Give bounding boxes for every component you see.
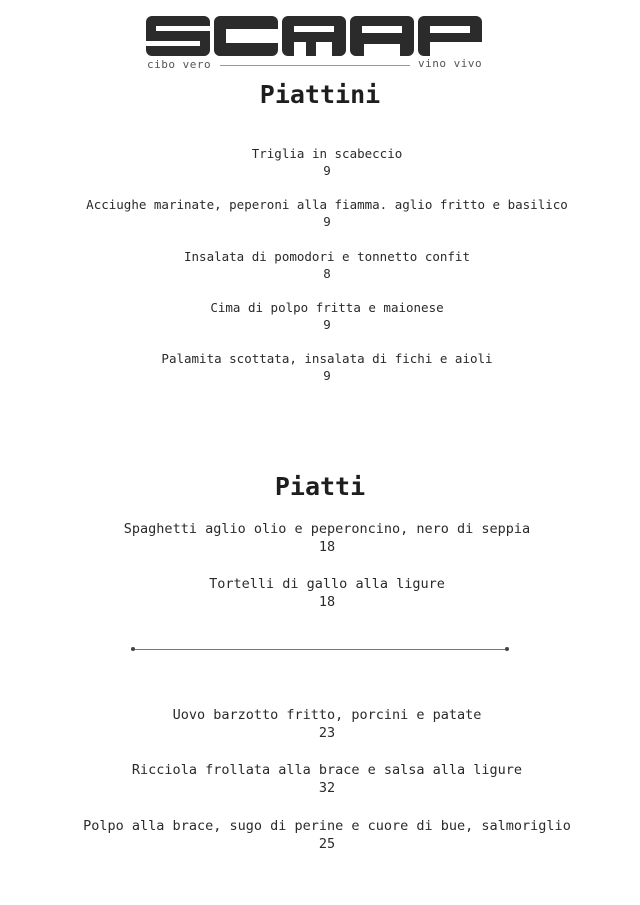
divider-dot-right	[505, 647, 509, 651]
section-title-piatti: Piatti	[274, 472, 366, 501]
menu-item-name: Uovo barzotto fritto, porcini e patate	[172, 707, 482, 723]
menu-item	[0, 520, 640, 556]
menu-item	[0, 196, 640, 230]
section-divider	[133, 649, 507, 650]
menu-item-name: Tortelli di gallo alla ligure	[209, 576, 445, 592]
menu-item-name: Acciughe marinate, peperoni alla fiamma. aglio fritto e basilico	[86, 197, 568, 212]
scrap-logo-mark	[146, 14, 484, 60]
menu-item	[0, 706, 640, 742]
menu-item-name: Ricciola frollata alla brace e salsa alla ligure	[131, 762, 523, 778]
menu-item	[0, 761, 640, 797]
menu-item	[0, 145, 640, 179]
menu-item-price: 9	[323, 368, 331, 383]
menu-item-price: 18	[318, 594, 336, 610]
scrap-logo	[146, 14, 484, 60]
menu-item-name: Cima di polpo fritta e maionese	[210, 300, 444, 315]
menu-item-name: Polpo alla brace, sugo di perine e cuore di bue, salmoriglio	[83, 818, 571, 834]
menu-item-name: Insalata di pomodori e tonnetto confit	[184, 249, 470, 264]
menu-item	[0, 350, 640, 384]
menu-item-name: Spaghetti aglio olio e peperoncino, nero di seppia	[123, 521, 531, 537]
menu-item	[0, 575, 640, 611]
divider-dot-left	[131, 647, 135, 651]
menu-item	[0, 248, 640, 282]
menu-item	[0, 299, 640, 333]
menu-item-price: 8	[323, 266, 331, 281]
menu-item	[0, 817, 640, 853]
menu-item-price: 9	[323, 317, 331, 332]
menu-item-name: Palamita scottata, insalata di fichi e aioli	[161, 351, 493, 366]
tagline-divider	[220, 65, 410, 66]
section-title-piattini: Piattini	[259, 80, 381, 109]
tagline-right: vino vivo	[418, 57, 483, 70]
menu-item-price: 25	[318, 836, 336, 852]
menu-item-price: 9	[323, 163, 331, 178]
menu-item-name: Triglia in scabeccio	[251, 146, 403, 161]
menu-item-price: 32	[318, 780, 336, 796]
tagline-left: cibo vero	[147, 58, 212, 71]
menu-item-price: 18	[318, 539, 336, 555]
menu-item-price: 9	[323, 214, 331, 229]
menu-item-price: 23	[318, 725, 336, 741]
